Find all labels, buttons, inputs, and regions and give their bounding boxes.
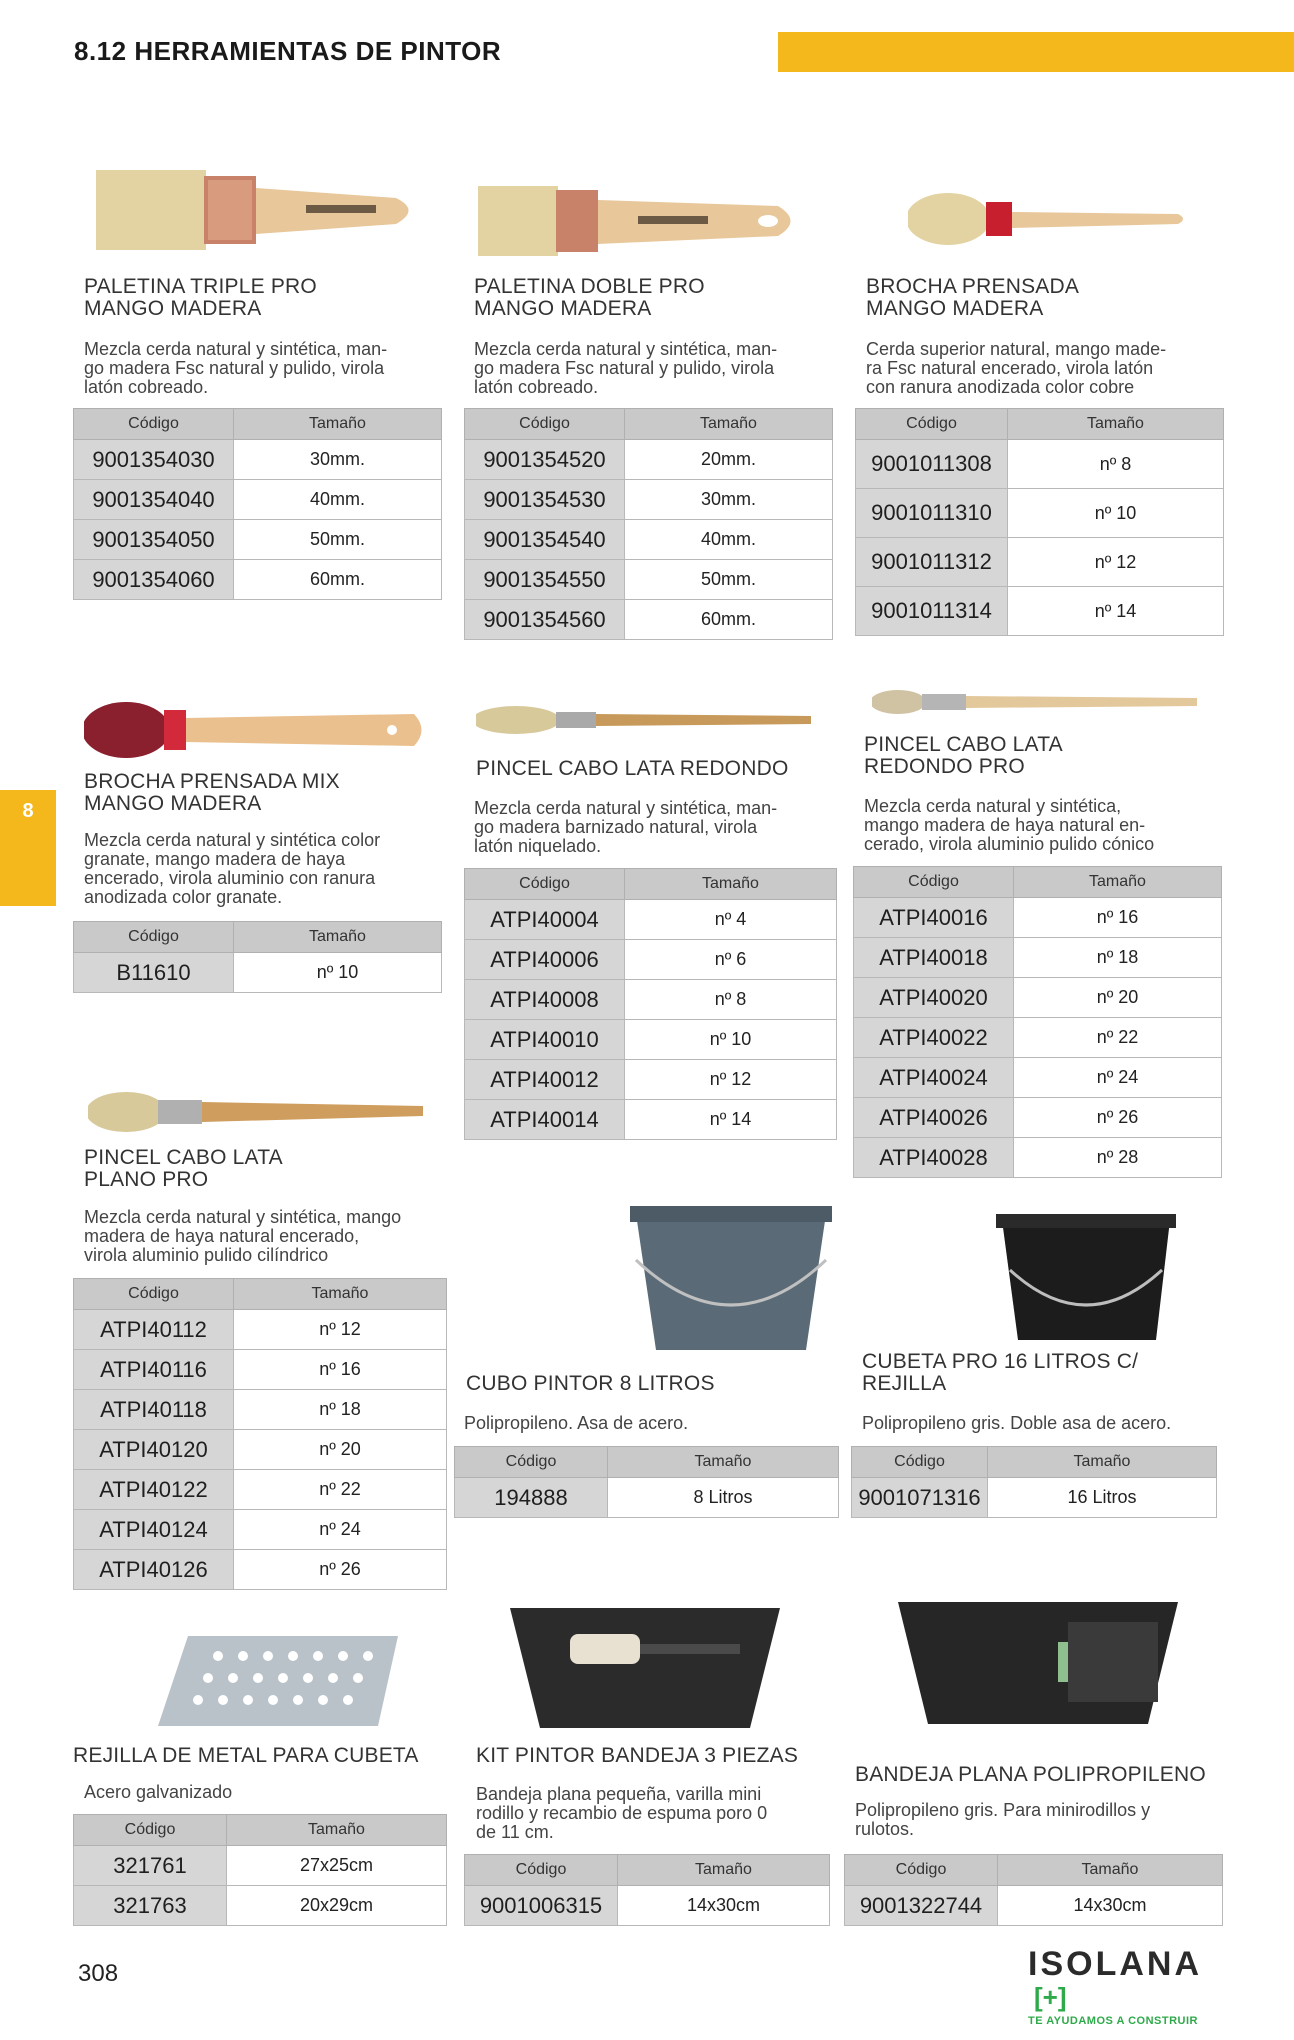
- table-row: [465, 440, 833, 480]
- size-header: Tamaño: [625, 409, 833, 440]
- code-header: Código: [845, 1855, 998, 1886]
- product-size: nº 12: [1008, 538, 1224, 587]
- product-size: nº 16: [234, 1350, 447, 1390]
- product-size: 8 Litros: [608, 1478, 839, 1518]
- product-code: ATPI40004: [465, 900, 625, 940]
- product-size: nº 24: [1014, 1058, 1222, 1098]
- product-code: ATPI40012: [465, 1060, 625, 1100]
- product-code: ATPI40022: [854, 1018, 1014, 1058]
- product-code: ATPI40126: [74, 1550, 234, 1590]
- size-header: Tamaño: [1014, 867, 1222, 898]
- rejilla-image: [148, 1626, 418, 1736]
- product-description: Mezcla cerda natural y sintética, man- go madera barnizado natural, virola latón niquelado.: [474, 798, 778, 856]
- table-row: [465, 480, 833, 520]
- product-size: 20x29cm: [227, 1886, 447, 1926]
- table-row: [74, 1350, 447, 1390]
- table-row: [856, 440, 1224, 489]
- isolana-logo: [1028, 1945, 1224, 2027]
- product-title: REJILLA DE METAL PARA CUBETA: [73, 1744, 419, 1767]
- code-header: Código: [455, 1447, 608, 1478]
- code-header: Código: [74, 1279, 234, 1310]
- product-code: ATPI40016: [854, 898, 1014, 938]
- spec-table: [73, 1814, 447, 1926]
- product-size: nº 8: [1008, 440, 1224, 489]
- product-code: ATPI40112: [74, 1310, 234, 1350]
- product-code: 321763: [74, 1886, 227, 1926]
- product-code: 9001354040: [74, 480, 234, 520]
- product-size: nº 4: [625, 900, 837, 940]
- table-row: [465, 980, 837, 1020]
- code-header: Código: [852, 1447, 988, 1478]
- size-header: Tamaño: [234, 1279, 447, 1310]
- product-description: Polipropileno gris. Doble asa de acero.: [862, 1413, 1172, 1433]
- product-size: 30mm.: [625, 480, 833, 520]
- product-size: 50mm.: [625, 560, 833, 600]
- product-title: BANDEJA PLANA POLIPROPILENO: [855, 1763, 1206, 1786]
- product-code: 321761: [74, 1846, 227, 1886]
- product-code: 9001011312: [856, 538, 1008, 587]
- product-size: nº 16: [1014, 898, 1222, 938]
- pincel-redondo-pro-image: [872, 684, 1202, 720]
- product-size: nº 10: [625, 1020, 837, 1060]
- table-row: [74, 1390, 447, 1430]
- pincel-redondo-image: [476, 700, 816, 740]
- product-size: nº 20: [234, 1430, 447, 1470]
- code-header: Código: [74, 409, 234, 440]
- product-description: Mezcla cerda natural y sintética color granate, mango madera de haya encerado, virola aluminio con ranura anodizada color granate.: [84, 830, 381, 907]
- table-row: [465, 600, 833, 640]
- product-code: 9001354030: [74, 440, 234, 480]
- product-size: nº 20: [1014, 978, 1222, 1018]
- product-code: ATPI40124: [74, 1510, 234, 1550]
- product-code: ATPI40020: [854, 978, 1014, 1018]
- product-code: 9001354060: [74, 560, 234, 600]
- product-size: nº 18: [1014, 938, 1222, 978]
- table-row: [465, 1060, 837, 1100]
- product-code: ATPI40026: [854, 1098, 1014, 1138]
- product-code: 9001354520: [465, 440, 625, 480]
- table-row: [74, 560, 442, 600]
- product-size: nº 14: [1008, 587, 1224, 636]
- table-row: [74, 480, 442, 520]
- product-code: 9001011308: [856, 440, 1008, 489]
- code-header: Código: [74, 922, 234, 953]
- product-code: 9001071316: [852, 1478, 988, 1518]
- product-size: nº 18: [234, 1390, 447, 1430]
- table-row: [74, 520, 442, 560]
- product-description: Mezcla cerda natural y sintética, man- go madera Fsc natural y pulido, virola latón cobreado.: [474, 339, 778, 397]
- spec-table: [853, 866, 1222, 1178]
- brocha-prensada-image: [908, 184, 1188, 254]
- product-code: 9001011314: [856, 587, 1008, 636]
- table-row: [854, 1018, 1222, 1058]
- product-size: nº 10: [234, 953, 442, 993]
- product-title: PINCEL CABO LATA PLANO PRO: [84, 1146, 283, 1191]
- brocha-mix-image: [84, 690, 434, 770]
- product-code: ATPI40018: [854, 938, 1014, 978]
- table-row: [74, 1310, 447, 1350]
- product-code: 194888: [455, 1478, 608, 1518]
- spec-table: [855, 408, 1224, 636]
- product-size: 60mm.: [625, 600, 833, 640]
- product-size: 20mm.: [625, 440, 833, 480]
- cubeta-pro-image: [996, 1210, 1176, 1350]
- product-code: 9001322744: [845, 1886, 998, 1926]
- product-title: KIT PINTOR BANDEJA 3 PIEZAS: [476, 1744, 799, 1767]
- spec-table: [73, 408, 442, 600]
- product-title: PALETINA DOBLE PRO MANGO MADERA: [474, 275, 705, 320]
- product-code: 9001354530: [465, 480, 625, 520]
- table-row: [74, 1550, 447, 1590]
- table-row: [854, 938, 1222, 978]
- paletina-doble-image: [478, 176, 808, 266]
- product-size: 40mm.: [234, 480, 442, 520]
- product-title: BROCHA PRENSADA MIX MANGO MADERA: [84, 770, 340, 815]
- product-code: 9001006315: [465, 1886, 618, 1926]
- cubo-pintor-image: [626, 1200, 836, 1360]
- product-size: 50mm.: [234, 520, 442, 560]
- bandeja-plana-image: [888, 1592, 1188, 1732]
- product-size: 27x25cm: [227, 1846, 447, 1886]
- paletina-triple-image: [96, 160, 426, 260]
- product-title: PALETINA TRIPLE PRO MANGO MADERA: [84, 275, 317, 320]
- table-row: [852, 1478, 1217, 1518]
- product-code: ATPI40008: [465, 980, 625, 1020]
- product-code: ATPI40116: [74, 1350, 234, 1390]
- spec-table: [851, 1446, 1217, 1518]
- product-code: ATPI40024: [854, 1058, 1014, 1098]
- product-size: nº 24: [234, 1510, 447, 1550]
- product-description: Polipropileno. Asa de acero.: [464, 1413, 689, 1433]
- product-description: Mezcla cerda natural y sintética, man- go madera Fsc natural y pulido, virola latón cobreado.: [84, 339, 388, 397]
- spec-table: [464, 408, 833, 640]
- product-code: ATPI40120: [74, 1430, 234, 1470]
- product-code: ATPI40010: [465, 1020, 625, 1060]
- product-size: nº 14: [625, 1100, 837, 1140]
- product-description: Mezcla cerda natural y sintética, mango madera de haya natural en- cerado, virola aluminio pulido cónico: [864, 796, 1155, 854]
- product-title: CUBETA PRO 16 LITROS C/ REJILLA: [862, 1350, 1139, 1395]
- table-row: [854, 978, 1222, 1018]
- kit-pintor-image: [500, 1598, 790, 1738]
- product-description: Bandeja plana pequeña, varilla mini rodillo y recambio de espuma poro 0 de 11 cm.: [476, 1784, 768, 1842]
- size-header: Tamaño: [998, 1855, 1223, 1886]
- product-code: B11610: [74, 953, 234, 993]
- page-number: 308: [78, 1960, 119, 1987]
- table-row: [465, 940, 837, 980]
- product-code: 9001354550: [465, 560, 625, 600]
- product-code: ATPI40014: [465, 1100, 625, 1140]
- table-row: [845, 1886, 1223, 1926]
- size-header: Tamaño: [234, 922, 442, 953]
- product-code: 9001354560: [465, 600, 625, 640]
- product-size: nº 6: [625, 940, 837, 980]
- table-row: [465, 1020, 837, 1060]
- spec-table: [464, 868, 837, 1140]
- table-row: [854, 1098, 1222, 1138]
- size-header: Tamaño: [227, 1815, 447, 1846]
- code-header: Código: [854, 867, 1014, 898]
- spec-table: [454, 1446, 839, 1518]
- size-header: Tamaño: [625, 869, 837, 900]
- product-description: Mezcla cerda natural y sintética, mango madera de haya natural encerado, virola aluminio pulido cilíndrico: [84, 1207, 402, 1265]
- code-header: Código: [74, 1815, 227, 1846]
- table-row: [74, 1510, 447, 1550]
- product-code: 9001011310: [856, 489, 1008, 538]
- product-size: 14x30cm: [998, 1886, 1223, 1926]
- table-row: [74, 1846, 447, 1886]
- product-title: CUBO PINTOR 8 LITROS: [466, 1372, 715, 1395]
- product-code: ATPI40118: [74, 1390, 234, 1430]
- product-size: nº 22: [1014, 1018, 1222, 1058]
- table-row: [856, 538, 1224, 587]
- pincel-plano-image: [88, 1086, 428, 1138]
- header-accent-bar: [778, 32, 1294, 72]
- size-header: Tamaño: [618, 1855, 830, 1886]
- code-header: Código: [465, 869, 625, 900]
- code-header: Código: [465, 1855, 618, 1886]
- table-row: [465, 900, 837, 940]
- product-title: BROCHA PRENSADA MANGO MADERA: [866, 275, 1080, 320]
- size-header: Tamaño: [1008, 409, 1224, 440]
- table-row: [465, 1886, 830, 1926]
- table-row: [74, 1886, 447, 1926]
- product-size: 16 Litros: [988, 1478, 1217, 1518]
- logo-text: ISOLANA: [1028, 1945, 1202, 1983]
- table-row: [74, 440, 442, 480]
- spec-table: [73, 921, 442, 993]
- product-code: 9001354540: [465, 520, 625, 560]
- product-size: 40mm.: [625, 520, 833, 560]
- product-size: 14x30cm: [618, 1886, 830, 1926]
- size-header: Tamaño: [608, 1447, 839, 1478]
- table-row: [465, 1100, 837, 1140]
- product-code: ATPI40028: [854, 1138, 1014, 1178]
- chapter-tab: 8: [0, 790, 56, 906]
- product-code: 9001354050: [74, 520, 234, 560]
- code-header: Código: [856, 409, 1008, 440]
- product-size: 30mm.: [234, 440, 442, 480]
- size-header: Tamaño: [234, 409, 442, 440]
- product-size: 60mm.: [234, 560, 442, 600]
- spec-table: [73, 1278, 447, 1590]
- spec-table: [844, 1854, 1223, 1926]
- product-size: nº 26: [234, 1550, 447, 1590]
- product-description: Cerda superior natural, mango made- ra Fsc natural encerado, virola latón con ranura anodizada color cobre: [866, 339, 1167, 397]
- product-title: PINCEL CABO LATA REDONDO: [476, 757, 789, 780]
- logo-tagline: TE AYUDAMOS A CONSTRUIR: [1028, 2015, 1198, 2027]
- table-row: [465, 560, 833, 600]
- code-header: Código: [465, 409, 625, 440]
- table-row: [854, 898, 1222, 938]
- table-row: [455, 1478, 839, 1518]
- table-row: [465, 520, 833, 560]
- size-header: Tamaño: [988, 1447, 1217, 1478]
- product-size: nº 12: [234, 1310, 447, 1350]
- product-code: ATPI40122: [74, 1470, 234, 1510]
- table-row: [74, 953, 442, 993]
- product-code: ATPI40006: [465, 940, 625, 980]
- spec-table: [464, 1854, 830, 1926]
- table-row: [74, 1470, 447, 1510]
- product-description: Polipropileno gris. Para minirodillos y rulotos.: [855, 1800, 1151, 1839]
- product-size: nº 28: [1014, 1138, 1222, 1178]
- product-size: nº 22: [234, 1470, 447, 1510]
- product-size: nº 26: [1014, 1098, 1222, 1138]
- table-row: [856, 489, 1224, 538]
- table-row: [74, 1430, 447, 1470]
- page-title: 8.12 HERRAMIENTAS DE PINTOR: [74, 36, 502, 66]
- table-row: [854, 1058, 1222, 1098]
- logo-mark: [+]: [1034, 1982, 1067, 2012]
- product-title: PINCEL CABO LATA REDONDO PRO: [864, 733, 1063, 778]
- table-row: [856, 587, 1224, 636]
- product-size: nº 12: [625, 1060, 837, 1100]
- product-size: nº 10: [1008, 489, 1224, 538]
- product-size: nº 8: [625, 980, 837, 1020]
- product-description: Acero galvanizado: [84, 1782, 233, 1802]
- table-row: [854, 1138, 1222, 1178]
